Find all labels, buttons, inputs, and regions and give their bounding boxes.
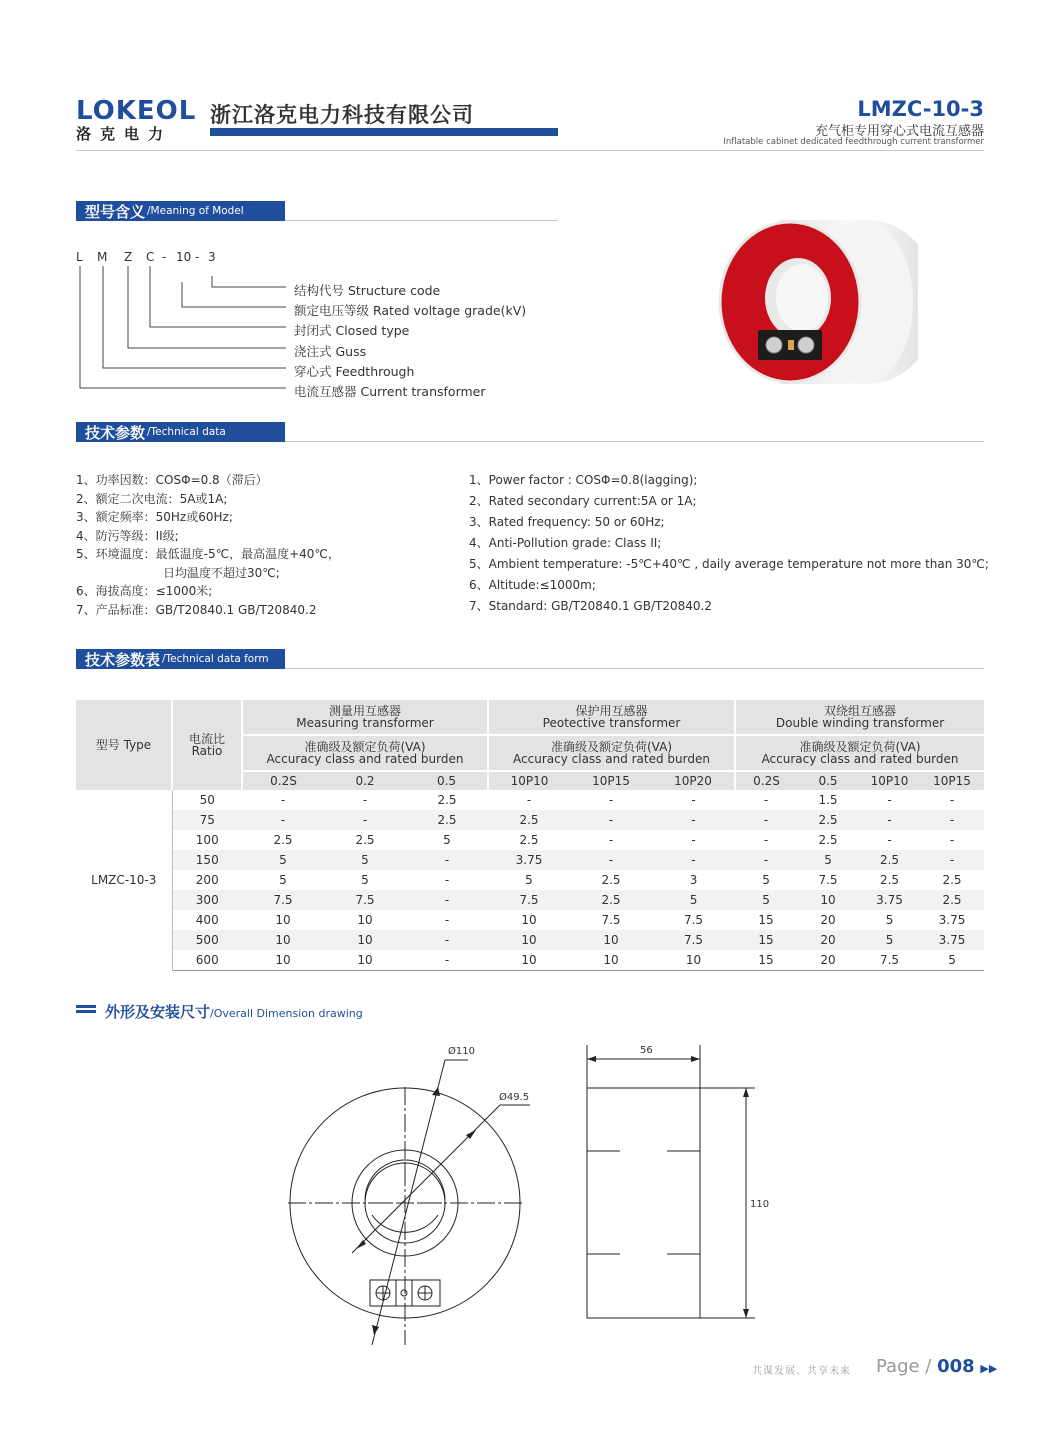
burden-value-cell: 5 [735, 890, 797, 910]
burden-value-cell: 7.5 [859, 950, 920, 971]
burden-value-cell: 5 [324, 850, 406, 870]
tech-item-en: 1、Power factor : COSΦ=0.8(lagging); [469, 473, 698, 487]
header-divider [76, 150, 984, 151]
table-row [76, 910, 984, 930]
burden-value-cell: 7.5 [601, 913, 621, 927]
burden-value-cell: 3 [689, 873, 698, 887]
section-title-en: /Technical data form [162, 653, 269, 665]
burden-value-cell: 2.5 [406, 810, 488, 830]
ratio-cell: 200 [195, 873, 219, 887]
table-row [76, 850, 984, 870]
logo-text-en: LOKEOL [76, 96, 197, 126]
accuracy-class-header: 10P10 [488, 771, 570, 790]
burden-value-cell: 20 [797, 950, 859, 971]
burden-value-cell: - [526, 793, 532, 807]
tech-item-en: 5、Ambient temperature: -5℃+40℃ , daily average temperature not more than 30℃; [469, 557, 989, 571]
model-meaning-item: 额定电压等级 Rated voltage grade(kV) [294, 303, 527, 318]
burden-value-cell: 2.5 [920, 890, 984, 910]
group-header-cn: 保护用互感器 [575, 704, 648, 718]
page-number: 008 [937, 1356, 975, 1377]
section-underline [285, 441, 984, 442]
ratio-header [172, 700, 242, 790]
burden-value-cell: 10 [275, 913, 291, 927]
burden-value-cell: 7.5 [683, 913, 704, 927]
burden-value-cell: 10 [488, 930, 570, 950]
burden-value-cell: - [444, 913, 450, 927]
burden-header [735, 735, 984, 771]
next-arrow-icon: ▶▶ [980, 1362, 998, 1375]
burden-value-cell: 2.5 [355, 833, 375, 847]
model-code: LMZC-10-3 [857, 97, 984, 121]
burden-value-cell: - [406, 930, 488, 950]
burden-value-cell: 10 [242, 930, 324, 950]
section-icon [76, 1005, 96, 1014]
burden-value-cell: 2.5 [859, 850, 920, 870]
burden-value-cell: 2.5 [797, 810, 859, 830]
company-name: 浙江洛克电力科技有限公司 [210, 103, 474, 127]
ratio-cell: 50 [199, 793, 215, 807]
burden-value-cell: 15 [735, 930, 797, 950]
burden-header-cn: 准确级及额定负荷(VA) [304, 740, 426, 754]
burden-value-cell: 1.5 [818, 793, 838, 807]
burden-value-cell: 15 [735, 950, 797, 971]
group-header-protective [488, 700, 735, 735]
burden-value-cell: - [691, 793, 696, 807]
burden-value-cell: - [763, 833, 769, 847]
model-meaning-item: 电流互感器 Current transformer [294, 384, 486, 399]
burden-header-en: Accuracy class and rated burden [266, 752, 464, 766]
burden-value-cell: 7.5 [242, 890, 324, 910]
tech-item-cn: 3、额定频率：50Hz或60Hz; [76, 510, 233, 524]
burden-value-cell: - [608, 793, 614, 807]
ratio-cell: 150 [172, 850, 242, 870]
model-type-cell: LMZC-10-3 [76, 790, 172, 971]
group-header-en: Double winding transformer [775, 716, 945, 730]
burden-value-cell: - [608, 833, 614, 847]
model-letter: 10 [176, 250, 192, 264]
table-row [76, 830, 984, 850]
section-title-en: /Overall Dimension drawing [210, 1007, 363, 1020]
table-row [76, 790, 984, 810]
burden-header [488, 735, 735, 771]
type-header: 型号 Type [76, 700, 172, 790]
burden-value-cell: - [362, 793, 368, 807]
burden-value-cell: 7.5 [324, 890, 406, 910]
burden-header-cn: 准确级及额定负荷(VA) [799, 740, 921, 754]
company-logo [76, 98, 196, 142]
group-header-measuring [242, 700, 488, 735]
product-photo [718, 212, 918, 390]
ratio-cell: 75 [172, 810, 242, 830]
burden-value-cell: - [406, 890, 488, 910]
burden-value-cell: 7.5 [488, 890, 570, 910]
burden-value-cell: - [406, 950, 488, 971]
burden-value-cell: 3.75 [488, 850, 570, 870]
table-row [76, 890, 984, 910]
group-header-cn: 测量用互感器 [328, 704, 401, 718]
section-title-cn: 技术参数表 [85, 650, 161, 669]
section-header-model-meaning [76, 201, 285, 221]
burden-value-cell: - [652, 810, 735, 830]
burden-header-cn: 准确级及额定负荷(VA) [551, 740, 673, 754]
burden-value-cell: 15 [758, 913, 774, 927]
tech-item-en: 2、Rated secondary current:5A or 1A; [469, 494, 697, 508]
section-title-en: /Technical data [147, 426, 226, 438]
burden-value-cell: 2.5 [879, 873, 900, 887]
tech-item-cn: 日均温度不超过30℃; [163, 566, 280, 580]
burden-value-cell: 10 [797, 890, 859, 910]
burden-value-cell: 3.75 [859, 890, 920, 910]
burden-value-cell: - [280, 793, 286, 807]
burden-header-en: Accuracy class and rated burden [513, 752, 710, 766]
model-letter: M [97, 250, 108, 264]
burden-value-cell: 10 [357, 913, 373, 927]
tech-item-en: 6、Altitude:≤1000m; [469, 578, 596, 592]
table-body [76, 790, 984, 971]
burden-value-cell: 5 [242, 850, 324, 870]
outer-diameter-label: Ø110 [448, 1046, 475, 1057]
burden-value-cell: - [570, 810, 652, 830]
accuracy-class-header: 0.5 [797, 771, 859, 790]
burden-value-cell: 5 [361, 873, 369, 887]
model-letter: - [195, 250, 200, 264]
group-header-en: Measuring transformer [296, 716, 434, 730]
section-title-cn: 型号含义 [85, 202, 146, 221]
burden-value-cell: - [324, 810, 406, 830]
burden-value-cell: 3.75 [938, 913, 966, 927]
burden-value-cell: 2.5 [488, 810, 570, 830]
group-header-en: Peotective transformer [542, 716, 681, 730]
model-meaning-item: 浇注式 Guss [294, 344, 367, 359]
product-name-en: Inflatable cabinet dedicated feedthrough current transformer [723, 137, 984, 147]
model-letter: L [76, 250, 83, 264]
tech-item-cn: 7、产品标准：GB/T20840.1 GB/T20840.2 [76, 603, 317, 617]
model-meaning-item: 封闭式 Closed type [294, 323, 410, 338]
burden-value-cell: - [887, 833, 892, 847]
burden-value-cell: 2.5 [437, 793, 457, 807]
table-row [76, 810, 984, 830]
accuracy-class-header: 10P20 [652, 771, 735, 790]
section-title-en: /Meaning of Model [147, 205, 244, 217]
width-label: 56 [640, 1045, 653, 1056]
burden-value-cell: - [406, 850, 488, 870]
accuracy-class-header: 0.2S [735, 771, 797, 790]
burden-value-cell: 10 [570, 930, 652, 950]
accuracy-class-header: 0.2 [324, 771, 406, 790]
ratio-cell: 100 [195, 833, 219, 847]
page-indicator [876, 1356, 997, 1377]
page-label: Page / [876, 1356, 932, 1377]
burden-value-cell: - [763, 793, 769, 807]
model-letter: C [146, 250, 155, 264]
burden-value-cell: 5 [797, 850, 859, 870]
table-row [76, 950, 984, 971]
burden-value-cell: 10 [242, 950, 324, 971]
burden-value-cell: 10 [324, 950, 406, 971]
tech-item-cn: 5、环境温度：最低温度-5℃，最高温度+40℃， [76, 547, 340, 561]
table-row [76, 930, 984, 950]
accuracy-class-header: 10P15 [920, 771, 984, 790]
burden-value-cell: - [859, 810, 920, 830]
burden-value-cell: 5 [652, 890, 735, 910]
ratio-header-cn: 电流比 [188, 732, 225, 746]
section-title-cn: 外形及安装尺寸 [105, 1003, 211, 1021]
accuracy-class-header: 0.5 [406, 771, 488, 790]
burden-value-cell: 5 [920, 950, 984, 971]
burden-value-cell: 2.5 [519, 833, 539, 847]
group-header-double-winding [735, 700, 984, 735]
height-label: 110 [750, 1199, 770, 1210]
burden-value-cell: - [652, 850, 735, 870]
burden-value-cell: 2.5 [942, 873, 962, 887]
burden-value-cell: 7.5 [818, 873, 838, 887]
burden-value-cell: - [242, 810, 324, 830]
ratio-cell: 300 [172, 890, 242, 910]
burden-value-cell: - [735, 850, 797, 870]
burden-value-cell: 5 [859, 930, 920, 950]
ratio-cell: 500 [172, 930, 242, 950]
burden-value-cell: - [920, 810, 984, 830]
ratio-cell: 400 [195, 913, 219, 927]
burden-value-cell: - [570, 850, 652, 870]
accuracy-class-header: 10P15 [570, 771, 652, 790]
dimension-drawing [280, 1035, 780, 1350]
tech-item-cn: 2、额定二次电流：5A或1A; [76, 492, 228, 506]
model-letter: - [162, 250, 167, 264]
burden-value-cell: 10 [652, 950, 735, 971]
section-header-technical-data [76, 422, 285, 442]
burden-value-cell: 5 [762, 873, 770, 887]
burden-value-cell: 7.5 [652, 930, 735, 950]
burden-value-cell: 2.5 [570, 890, 652, 910]
burden-value-cell: 10 [324, 930, 406, 950]
model-letter: 3 [208, 250, 216, 264]
burden-value-cell: - [949, 793, 955, 807]
burden-value-cell: 20 [797, 930, 859, 950]
burden-value-cell: - [691, 833, 696, 847]
model-meaning-bracket-lines [76, 262, 291, 392]
section-header-data-form [76, 649, 285, 669]
burden-value-cell: 2.5 [601, 873, 621, 887]
model-letter: Z [124, 250, 133, 264]
tech-item-en: 4、Anti-Pollution grade: Class II; [469, 536, 662, 550]
burden-header-en: Accuracy class and rated burden [761, 752, 959, 766]
ratio-header-en: Ratio [191, 744, 223, 758]
burden-value-cell: - [949, 833, 955, 847]
burden-value-cell: 5 [525, 873, 533, 887]
company-underline-bar [210, 128, 558, 136]
section-header-dimension [105, 1001, 363, 1022]
burden-value-cell: 5 [885, 913, 894, 927]
model-meaning-item: 结构代号 Structure code [294, 283, 441, 298]
tech-item-cn: 1、功率因数：COSΦ=0.8（滞后） [76, 473, 268, 487]
accuracy-class-header: 10P10 [859, 771, 920, 790]
tech-item-en: 3、Rated frequency: 50 or 60Hz; [469, 515, 665, 529]
burden-value-cell: 2.5 [818, 833, 838, 847]
side-view-outline [587, 1088, 700, 1318]
tech-item-cn: 4、防污等级：II级; [76, 529, 179, 543]
accuracy-class-header: 0.2S [242, 771, 324, 790]
ratio-cell: 600 [172, 950, 242, 971]
burden-value-cell: - [887, 793, 892, 807]
burden-value-cell: 10 [570, 950, 652, 971]
burden-value-cell: - [444, 873, 450, 887]
tech-item-cn: 6、海拔高度：≤1000米; [76, 584, 213, 598]
burden-value-cell: 3.75 [920, 930, 984, 950]
tech-item-en: 7、Standard: GB/T20840.1 GB/T20840.2 [469, 599, 712, 613]
table-row [76, 870, 984, 890]
section-underline [285, 668, 984, 669]
burden-value-cell: 10 [521, 913, 537, 927]
footer-slogan: 共谋发展、共享未来 [752, 1366, 851, 1377]
section-title-cn: 技术参数 [85, 423, 146, 442]
technical-data-table [76, 700, 984, 971]
burden-value-cell: 5 [279, 873, 287, 887]
product-name-cn: 充气柜专用穿心式电流互感器 [814, 124, 984, 139]
burden-value-cell: 10 [488, 950, 570, 971]
burden-value-cell: - [920, 850, 984, 870]
burden-header [242, 735, 488, 771]
burden-value-cell: - [735, 810, 797, 830]
model-meaning-item: 穿心式 Feedthrough [294, 364, 415, 379]
burden-value-cell: 20 [820, 913, 836, 927]
logo-text-cn: 洛克电力 [76, 125, 173, 143]
inner-diameter-label: Ø49.5 [499, 1092, 530, 1103]
section-underline [285, 220, 558, 221]
burden-value-cell: 2.5 [273, 833, 293, 847]
group-header-cn: 双绕组互感器 [824, 704, 897, 718]
burden-value-cell: 5 [443, 833, 451, 847]
